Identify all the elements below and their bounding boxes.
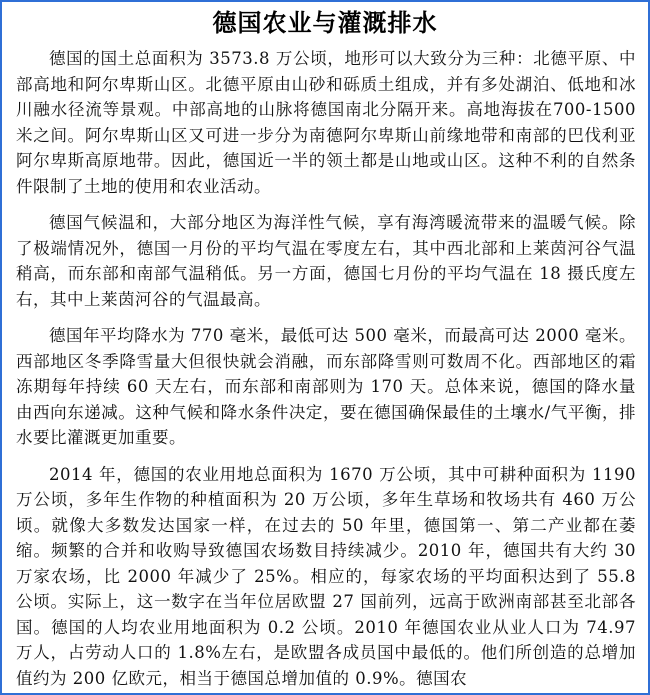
paragraph-precipitation: 德国年平均降水为 770 毫米，最低可达 500 毫米，而最高可达 2000 毫米。西部地区冬季降雪量大但很快就会消融，而东部降雪则可数周不化。西部地区的霜冻期每年持续 60 天左右，而东部和南部则为 170 天。总体来说，德国的降水量由西向东递减。这种气候和降水条件决定，要在德国确保最佳的土壤水/气平衡，排水要比灌溉更加重要。 [16,326,636,447]
page-title: 德国农业与灌溉排水 [212,9,438,37]
paragraph-climate: 德国气候温和，大部分地区为海洋性气候，享有海湾暖流带来的温暖气候。除了极端情况外，德国一月份的平均气温在零度左右，其中西北部和上莱茵河谷气温稍高，而东部和南部气温稍低。另一方面，德国七月份的平均气温在 18 摄氏度左右，其中上莱茵河谷的气温最高。 [16,213,636,309]
paragraph-agriculture: 2014 年，德国的农业用地总面积为 1670 万公顷，其中可耕种面积为 1190 万公顷，多年生作物的种植面积为 20 万公顷，多年生草场和牧场共有 460 万公顷。就像大多数发达国家一样，在过去的 50 年里，德国第一、第二产业都在萎缩。频繁的合并和收购导致德国农场数目持续减少。2010 年，德国共有大约 30 万家农场，比 2000 年减少了 25%。相应的，每家农场的平均面积达到了 55.8 公顷。实际上，这一数字在当年位居欧盟 27 国前列，远高于欧洲南部甚至北部各国。德国的人均农业用地面积为 0.2 公顷。2010 年德国农业从业人口为 74.97 万人，占劳动人口的 1.8%左右，是欧盟各成员国中最低的。他们所创造的总增加值约为 200 亿欧元，相当于德国总增加值的 0.9%。德国农 [16,464,636,688]
paragraph-terrain: 德国的国土总面积为 3573.8 万公顷，地形可以大致分为三种：北德平原、中部高地和阿尔卑斯山区。北德平原由山砂和砾质土组成，并有多处湖泊、低地和冰川融水径流等景观。中部高地的山脉将德国南北分隔开来。高地海拔在700-1500 米之间。阿尔卑斯山区又可进一步分为南德阿尔卑斯山前缘地带和南部的巴伐利亚阿尔卑斯高原地带。因此，德国近一半的领土都是山地或山区。这种不利的自然条件限制了土地的使用和农业活动。 [16,49,636,196]
document-body [2,46,648,691]
